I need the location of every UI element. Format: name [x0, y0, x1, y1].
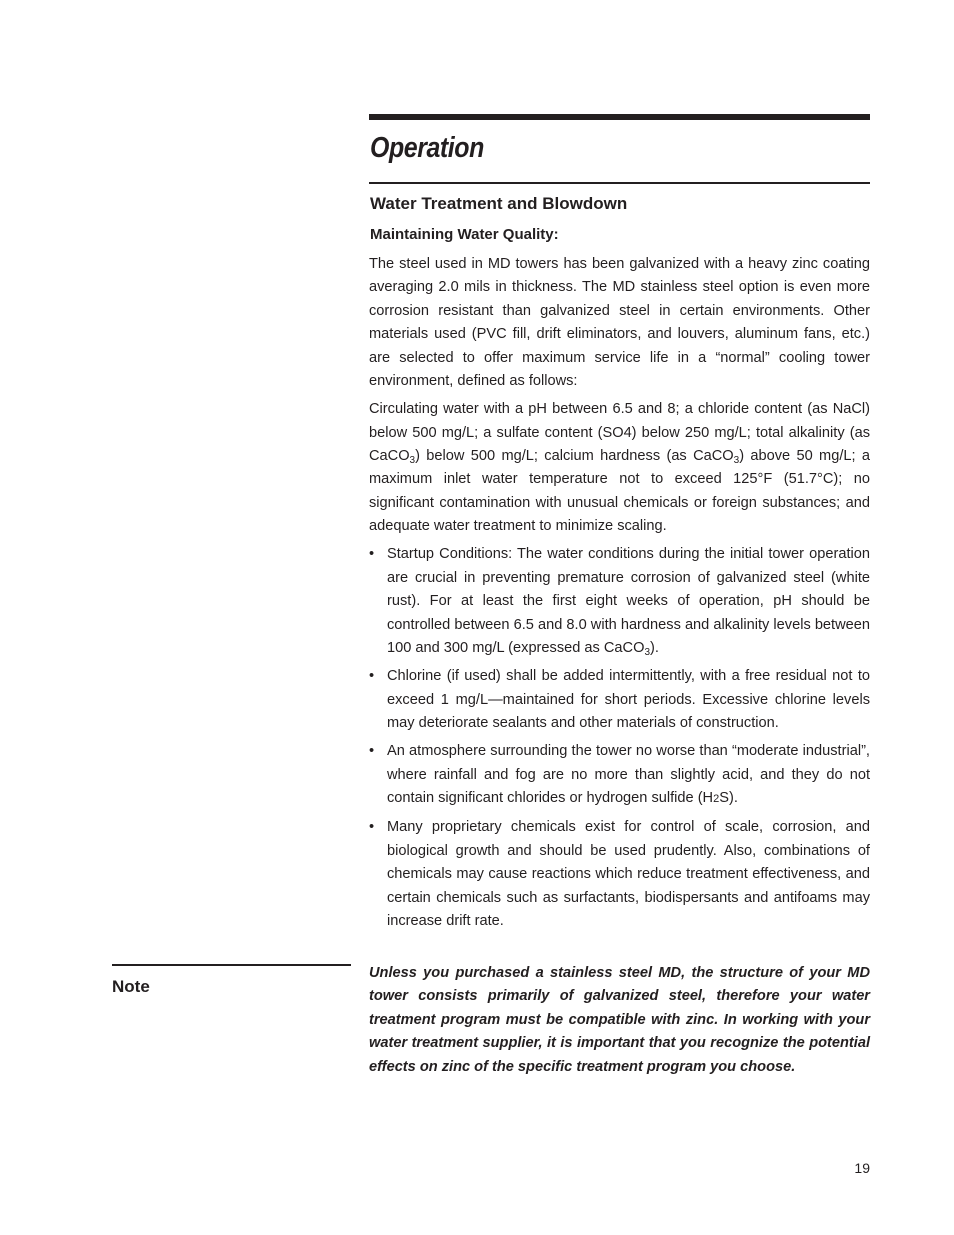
conditions-text-2: ) below 500 mg/L; calcium hardness (as CaCO [415, 448, 734, 465]
startup-conditions-text: Startup Conditions: The water conditions during the initial tower operation are crucial in preventing premature corrosion of galvanized steel (white rust). For at least the first eight weeks of operation, pH should be controlled between 6.5 and 8.0 with hardness and alkalinity levels between 100 and 300 mg/L (expressed as CaCO [387, 546, 870, 657]
note-rule [112, 964, 351, 966]
subscript-3: 3 [644, 647, 650, 659]
section-rule [369, 182, 870, 184]
subsection-heading: Maintaining Water Quality: [370, 226, 559, 243]
atmosphere-end: S). [719, 790, 738, 807]
subscript-3: 3 [409, 455, 416, 467]
bullet-marker: • [369, 668, 375, 685]
note-label: Note [112, 977, 150, 996]
conditions-text-3: ) above 50 mg/L; a maximum inlet water temperature not to exceed 125°F (51.7°C); no significant contamination with unusual chemicals or foreign substances; and adequate water treatment to minimize scaling. [369, 448, 870, 535]
list-item [369, 816, 870, 933]
body-text [369, 253, 870, 938]
small-2: 2 [713, 793, 720, 806]
startup-conditions-end: ). [650, 640, 659, 657]
intro-paragraph: The steel used in MD towers has been galvanized with a heavy zinc coating averaging 2.0 mils in thickness. The MD stainless steel option is even more corrosion resistant than galvanized steel in certain environments. Other materials used (PVC fill, drift eliminators, and louvers, aluminum fans, etc.) are selected to offer maximum service life in a “normal” cooling tower environment, defined as follows: [369, 256, 870, 390]
list-item [369, 665, 870, 735]
bullet-list [369, 543, 870, 933]
page-title: Operation [370, 132, 484, 164]
bullet-marker: • [369, 546, 375, 563]
chlorine-text: Chlorine (if used) shall be added intermittently, with a free residual not to exceed 1 mg/L—maintained for short periods. Excessive chlorine levels may deteriorate sealants and other materials of construction. [387, 668, 870, 732]
conditions-text-1: Circulating water with a pH between 6.5 and 8; a chloride content (as NaCl) below 500 mg/L; a sulfate content (SO4) below 250 mg/L; total alkalinity (as CaCO [369, 401, 870, 465]
section-heading: Water Treatment and Blowdown [370, 194, 628, 213]
top-heavy-rule [369, 114, 870, 120]
bullet-marker: • [369, 743, 375, 760]
atmosphere-text: An atmosphere surrounding the tower no worse than “moderate industrial”, where rainfall and fog are no more than slightly acid, and they do not contain significant chlorides or hydrogen sulfide (H [387, 743, 870, 807]
subscript-3: 3 [733, 455, 740, 467]
bullet-marker: • [369, 819, 375, 836]
page-number: 19 [854, 1160, 870, 1176]
note-text: Unless you purchased a stainless steel MD, the structure of your MD tower consists primarily of galvanized steel, therefore your water treatment program must be compatible with zinc. In working with your water treatment supplier, it is important that you recognize the potential effects on zinc of the specific treatment program you choose. [369, 965, 870, 1075]
list-item [369, 543, 870, 660]
chemicals-text: Many proprietary chemicals exist for control of scale, corrosion, and biological growth and should be used prudently. Also, combinations of chemicals may cause reactions which reduce treatment effectiveness, and certain chemicals such as surfactants, biodispersants and antifoams may increase drift rate. [387, 819, 870, 929]
conditions-paragraph [369, 398, 870, 538]
list-item [369, 740, 870, 811]
